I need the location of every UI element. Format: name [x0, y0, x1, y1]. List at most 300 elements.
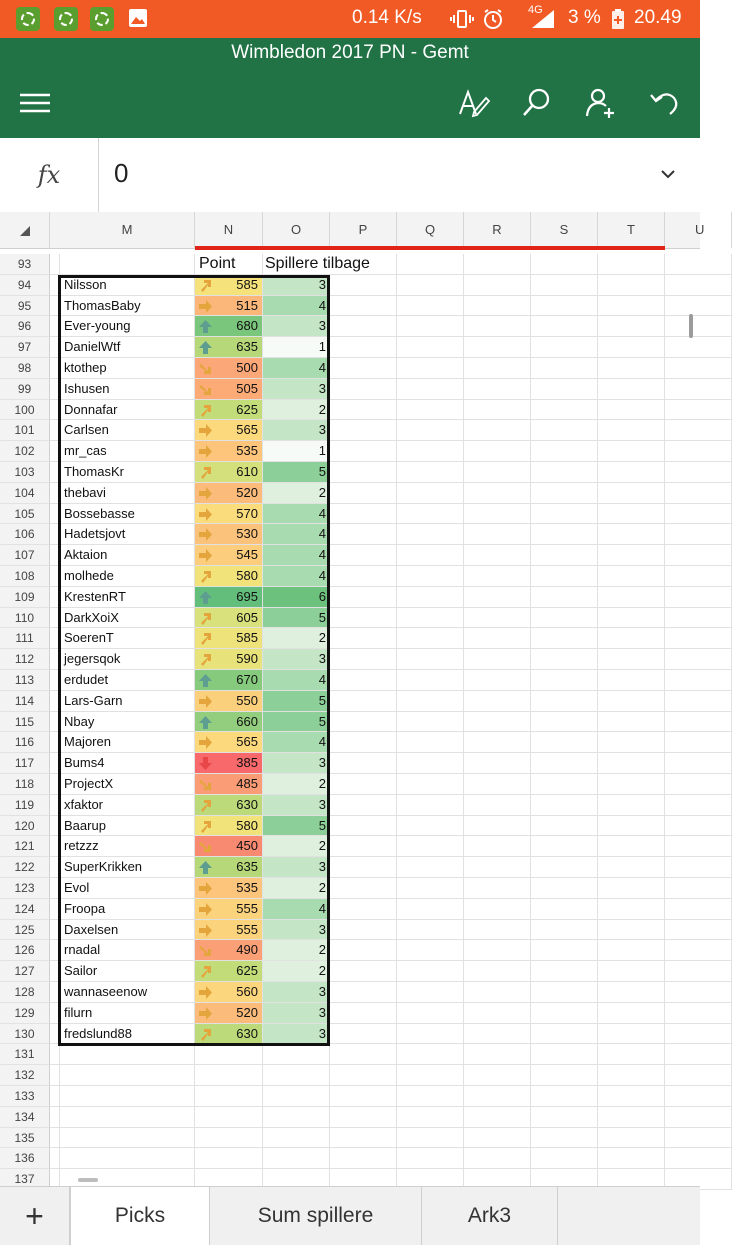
table-cell[interactable]: [263, 1086, 330, 1107]
point-cell[interactable]: [195, 816, 263, 837]
table-cell[interactable]: [50, 774, 60, 795]
table-cell[interactable]: [531, 1065, 598, 1086]
players-left-cell[interactable]: 3: [263, 753, 330, 774]
table-cell[interactable]: [665, 400, 732, 421]
table-cell[interactable]: [397, 1024, 464, 1045]
table-cell[interactable]: [50, 1065, 60, 1086]
players-left-cell[interactable]: 4: [263, 504, 330, 525]
player-name-cell[interactable]: DanielWtf: [60, 337, 195, 358]
row-header[interactable]: 136: [0, 1148, 50, 1169]
table-cell[interactable]: [397, 774, 464, 795]
point-cell[interactable]: [195, 1003, 263, 1024]
column-header-p[interactable]: P: [330, 212, 397, 248]
row-header[interactable]: 97: [0, 337, 50, 358]
table-cell[interactable]: [263, 1044, 330, 1065]
table-cell[interactable]: [464, 774, 531, 795]
table-cell[interactable]: [665, 379, 732, 400]
table-cell[interactable]: [665, 545, 732, 566]
table-cell[interactable]: [531, 982, 598, 1003]
table-cell[interactable]: [50, 483, 60, 504]
draw-icon[interactable]: [456, 86, 490, 120]
column-header-m[interactable]: M: [60, 212, 195, 248]
table-cell[interactable]: [665, 1003, 732, 1024]
point-cell[interactable]: [195, 899, 263, 920]
row-header[interactable]: 130: [0, 1024, 50, 1045]
player-name-cell[interactable]: thebavi: [60, 483, 195, 504]
table-cell[interactable]: [665, 816, 732, 837]
table-cell[interactable]: [464, 358, 531, 379]
table-cell[interactable]: [531, 524, 598, 545]
table-cell[interactable]: [598, 836, 665, 857]
table-cell[interactable]: [464, 732, 531, 753]
players-left-cell[interactable]: 4: [263, 545, 330, 566]
table-cell[interactable]: [598, 316, 665, 337]
table-cell[interactable]: [665, 462, 732, 483]
table-cell[interactable]: [50, 462, 60, 483]
player-name-cell[interactable]: mr_cas: [60, 441, 195, 462]
table-cell[interactable]: [397, 712, 464, 733]
table-cell[interactable]: [598, 857, 665, 878]
table-cell[interactable]: [464, 920, 531, 941]
table-cell[interactable]: [397, 878, 464, 899]
table-cell[interactable]: [330, 649, 397, 670]
table-cell[interactable]: [665, 420, 732, 441]
table-cell[interactable]: [397, 316, 464, 337]
share-icon[interactable]: [584, 86, 618, 120]
table-cell[interactable]: [397, 441, 464, 462]
row-header[interactable]: 126: [0, 940, 50, 961]
table-cell[interactable]: [50, 524, 60, 545]
table-cell[interactable]: [598, 899, 665, 920]
players-left-cell[interactable]: 3: [263, 795, 330, 816]
table-cell[interactable]: [598, 691, 665, 712]
row-header[interactable]: 99: [0, 379, 50, 400]
row-header[interactable]: 135: [0, 1128, 50, 1149]
players-left-cell[interactable]: 3: [263, 857, 330, 878]
table-cell[interactable]: [464, 899, 531, 920]
point-cell[interactable]: [195, 1024, 263, 1045]
table-cell[interactable]: [665, 878, 732, 899]
tab-picks[interactable]: Picks: [70, 1187, 210, 1245]
table-cell[interactable]: [464, 836, 531, 857]
table-cell[interactable]: [195, 1044, 263, 1065]
point-cell[interactable]: [195, 545, 263, 566]
table-cell[interactable]: [598, 483, 665, 504]
players-left-cell[interactable]: 1: [263, 441, 330, 462]
table-cell[interactable]: [330, 795, 397, 816]
player-name-cell[interactable]: ThomasKr: [60, 462, 195, 483]
table-cell[interactable]: [330, 441, 397, 462]
table-cell[interactable]: [464, 1044, 531, 1065]
table-cell[interactable]: [397, 587, 464, 608]
row-header[interactable]: 98: [0, 358, 50, 379]
players-left-cell[interactable]: 6: [263, 587, 330, 608]
table-cell[interactable]: [598, 275, 665, 296]
table-cell[interactable]: [665, 1086, 732, 1107]
table-cell[interactable]: [397, 1128, 464, 1149]
row-header[interactable]: 124: [0, 899, 50, 920]
formula-input[interactable]: 0: [114, 158, 129, 188]
table-cell[interactable]: [464, 1065, 531, 1086]
point-cell[interactable]: [195, 982, 263, 1003]
point-cell[interactable]: [195, 504, 263, 525]
player-name-cell[interactable]: Bossebasse: [60, 504, 195, 525]
table-cell[interactable]: [397, 566, 464, 587]
point-cell[interactable]: [195, 753, 263, 774]
player-name-cell[interactable]: fredslund88: [60, 1024, 195, 1045]
table-cell[interactable]: [531, 358, 598, 379]
table-cell[interactable]: [598, 1107, 665, 1128]
table-cell[interactable]: [665, 316, 732, 337]
table-cell[interactable]: [50, 795, 60, 816]
table-cell[interactable]: [50, 441, 60, 462]
player-name-cell[interactable]: xfaktor: [60, 795, 195, 816]
players-left-cell[interactable]: 2: [263, 836, 330, 857]
column-header-r[interactable]: R: [464, 212, 531, 248]
table-cell[interactable]: [665, 587, 732, 608]
table-cell[interactable]: [464, 420, 531, 441]
row-header[interactable]: 119: [0, 795, 50, 816]
table-cell[interactable]: [330, 1065, 397, 1086]
table-cell[interactable]: [464, 982, 531, 1003]
table-cell[interactable]: [330, 608, 397, 629]
table-cell[interactable]: [330, 691, 397, 712]
table-cell[interactable]: [464, 441, 531, 462]
table-cell[interactable]: [665, 670, 732, 691]
sheet-grid[interactable]: [0, 250, 700, 1186]
player-name-cell[interactable]: Evol: [60, 878, 195, 899]
point-cell[interactable]: [195, 712, 263, 733]
table-cell[interactable]: [665, 1107, 732, 1128]
table-cell[interactable]: [598, 1065, 665, 1086]
point-cell[interactable]: [195, 920, 263, 941]
table-cell[interactable]: [50, 691, 60, 712]
point-cell[interactable]: [195, 337, 263, 358]
table-cell[interactable]: [531, 296, 598, 317]
table-cell[interactable]: [60, 1065, 195, 1086]
table-cell[interactable]: [598, 753, 665, 774]
table-cell[interactable]: [397, 1003, 464, 1024]
table-cell[interactable]: [397, 940, 464, 961]
table-cell[interactable]: [263, 1148, 330, 1169]
table-cell[interactable]: [397, 691, 464, 712]
table-cell[interactable]: [665, 275, 732, 296]
table-cell[interactable]: [531, 441, 598, 462]
row-header[interactable]: 102: [0, 441, 50, 462]
players-left-cell[interactable]: 5: [263, 712, 330, 733]
row-header[interactable]: 133: [0, 1086, 50, 1107]
row-header[interactable]: 121: [0, 836, 50, 857]
table-cell[interactable]: [665, 254, 732, 275]
table-cell[interactable]: [598, 545, 665, 566]
table-cell[interactable]: [665, 712, 732, 733]
select-all-icon[interactable]: [20, 226, 30, 236]
table-cell[interactable]: [598, 566, 665, 587]
row-header[interactable]: 120: [0, 816, 50, 837]
column-header-q[interactable]: Q: [397, 212, 464, 248]
players-left-cell[interactable]: 3: [263, 420, 330, 441]
table-cell[interactable]: [531, 795, 598, 816]
table-cell[interactable]: [665, 774, 732, 795]
table-cell[interactable]: [330, 566, 397, 587]
table-cell[interactable]: [330, 1044, 397, 1065]
player-name-cell[interactable]: ProjectX: [60, 774, 195, 795]
table-cell[interactable]: [330, 732, 397, 753]
table-cell[interactable]: [598, 1024, 665, 1045]
table-cell[interactable]: [397, 504, 464, 525]
player-name-cell[interactable]: rnadal: [60, 940, 195, 961]
table-cell[interactable]: [531, 836, 598, 857]
table-cell[interactable]: [50, 545, 60, 566]
table-cell[interactable]: [665, 441, 732, 462]
table-cell[interactable]: [598, 712, 665, 733]
player-name-cell[interactable]: Ever-young: [60, 316, 195, 337]
table-cell[interactable]: [531, 275, 598, 296]
player-name-cell[interactable]: jegersqok: [60, 649, 195, 670]
tab-sum-spillere[interactable]: Sum spillere: [210, 1187, 422, 1245]
table-cell[interactable]: [531, 1024, 598, 1045]
table-cell[interactable]: [531, 545, 598, 566]
players-left-cell[interactable]: 4: [263, 670, 330, 691]
table-cell[interactable]: [195, 1148, 263, 1169]
table-cell[interactable]: [665, 1024, 732, 1045]
table-cell[interactable]: [397, 358, 464, 379]
table-cell[interactable]: [397, 628, 464, 649]
table-cell[interactable]: [330, 1107, 397, 1128]
player-name-cell[interactable]: Carlsen: [60, 420, 195, 441]
table-cell[interactable]: [397, 1086, 464, 1107]
table-cell[interactable]: [50, 1148, 60, 1169]
table-cell[interactable]: [397, 608, 464, 629]
table-cell[interactable]: [330, 857, 397, 878]
table-cell[interactable]: [464, 254, 531, 275]
row-header[interactable]: 116: [0, 732, 50, 753]
table-cell[interactable]: [531, 1086, 598, 1107]
player-name-cell[interactable]: Nbay: [60, 712, 195, 733]
table-cell[interactable]: [50, 899, 60, 920]
players-left-cell[interactable]: 3: [263, 649, 330, 670]
table-cell[interactable]: [330, 358, 397, 379]
table-cell[interactable]: [397, 483, 464, 504]
table-cell[interactable]: [598, 296, 665, 317]
row-header[interactable]: 109: [0, 587, 50, 608]
table-cell[interactable]: [397, 420, 464, 441]
point-cell[interactable]: [195, 275, 263, 296]
table-cell[interactable]: [60, 1086, 195, 1107]
table-cell[interactable]: [464, 1128, 531, 1149]
table-cell[interactable]: [665, 524, 732, 545]
table-cell[interactable]: [464, 670, 531, 691]
player-name-cell[interactable]: Hadetsjovt: [60, 524, 195, 545]
table-cell[interactable]: [598, 816, 665, 837]
table-cell[interactable]: [330, 275, 397, 296]
table-cell[interactable]: [330, 982, 397, 1003]
table-cell[interactable]: [531, 337, 598, 358]
player-name-cell[interactable]: filurn: [60, 1003, 195, 1024]
table-cell[interactable]: [665, 504, 732, 525]
players-left-cell[interactable]: 4: [263, 566, 330, 587]
table-cell[interactable]: [665, 732, 732, 753]
table-cell[interactable]: [531, 753, 598, 774]
table-cell[interactable]: [397, 857, 464, 878]
table-cell[interactable]: [665, 358, 732, 379]
table-cell[interactable]: [464, 940, 531, 961]
point-cell[interactable]: [195, 296, 263, 317]
table-cell[interactable]: [531, 816, 598, 837]
column-header-s[interactable]: S: [531, 212, 598, 248]
table-cell[interactable]: [464, 857, 531, 878]
table-cell[interactable]: [598, 670, 665, 691]
row-header[interactable]: 123: [0, 878, 50, 899]
players-left-cell[interactable]: 3: [263, 982, 330, 1003]
table-cell[interactable]: [464, 1024, 531, 1045]
table-cell[interactable]: [531, 899, 598, 920]
row-header[interactable]: 96: [0, 316, 50, 337]
table-cell[interactable]: [50, 316, 60, 337]
table-cell[interactable]: [464, 608, 531, 629]
row-header[interactable]: 112: [0, 649, 50, 670]
player-name-cell[interactable]: DarkXoiX: [60, 608, 195, 629]
table-cell[interactable]: [50, 566, 60, 587]
table-cell[interactable]: [598, 1128, 665, 1149]
table-cell[interactable]: [397, 1044, 464, 1065]
table-cell[interactable]: [397, 1065, 464, 1086]
table-cell[interactable]: [330, 899, 397, 920]
table-cell[interactable]: [464, 628, 531, 649]
table-cell[interactable]: [598, 524, 665, 545]
point-cell[interactable]: [195, 358, 263, 379]
table-cell[interactable]: [330, 420, 397, 441]
table-cell[interactable]: [330, 774, 397, 795]
player-name-cell[interactable]: Daxelsen: [60, 920, 195, 941]
menu-icon[interactable]: [18, 86, 52, 120]
players-left-cell[interactable]: 4: [263, 358, 330, 379]
player-name-cell[interactable]: SuperKrikken: [60, 857, 195, 878]
row-header[interactable]: 131: [0, 1044, 50, 1065]
point-cell[interactable]: [195, 316, 263, 337]
table-cell[interactable]: [665, 961, 732, 982]
column-header-u[interactable]: U: [665, 212, 732, 248]
table-cell[interactable]: [598, 587, 665, 608]
table-cell[interactable]: [665, 899, 732, 920]
row-header[interactable]: 132: [0, 1065, 50, 1086]
table-cell[interactable]: [50, 961, 60, 982]
table-cell[interactable]: [665, 337, 732, 358]
players-left-cell[interactable]: 3: [263, 920, 330, 941]
table-cell[interactable]: [50, 732, 60, 753]
point-cell[interactable]: [195, 691, 263, 712]
player-name-cell[interactable]: Baarup: [60, 816, 195, 837]
table-cell[interactable]: [464, 524, 531, 545]
table-cell[interactable]: [531, 961, 598, 982]
table-cell[interactable]: [330, 961, 397, 982]
table-cell[interactable]: [598, 358, 665, 379]
table-cell[interactable]: [598, 940, 665, 961]
table-cell[interactable]: [330, 254, 397, 275]
table-cell[interactable]: [665, 566, 732, 587]
point-cell[interactable]: [195, 566, 263, 587]
table-cell[interactable]: [598, 337, 665, 358]
table-cell[interactable]: [464, 816, 531, 837]
table-cell[interactable]: [397, 670, 464, 691]
player-name-cell[interactable]: wannaseenow: [60, 982, 195, 1003]
point-cell[interactable]: [195, 587, 263, 608]
table-cell[interactable]: [50, 420, 60, 441]
table-cell[interactable]: [665, 940, 732, 961]
table-cell[interactable]: [598, 1003, 665, 1024]
table-cell[interactable]: [50, 296, 60, 317]
table-cell[interactable]: [330, 462, 397, 483]
players-left-cell[interactable]: 4: [263, 732, 330, 753]
table-cell[interactable]: [397, 753, 464, 774]
point-cell[interactable]: [195, 795, 263, 816]
vertical-scrollbar[interactable]: [689, 314, 693, 338]
table-cell[interactable]: [50, 1128, 60, 1149]
row-header[interactable]: 107: [0, 545, 50, 566]
players-left-cell[interactable]: 4: [263, 296, 330, 317]
row-header[interactable]: 101: [0, 420, 50, 441]
point-cell[interactable]: [195, 878, 263, 899]
players-left-cell[interactable]: 3: [263, 275, 330, 296]
table-cell[interactable]: [50, 836, 60, 857]
table-cell[interactable]: [531, 1044, 598, 1065]
table-cell[interactable]: [665, 857, 732, 878]
table-cell[interactable]: [397, 836, 464, 857]
table-cell[interactable]: [598, 462, 665, 483]
row-header[interactable]: 114: [0, 691, 50, 712]
point-cell[interactable]: [195, 628, 263, 649]
table-cell[interactable]: [330, 587, 397, 608]
table-cell[interactable]: [598, 254, 665, 275]
table-cell[interactable]: [598, 1044, 665, 1065]
table-cell[interactable]: [330, 628, 397, 649]
table-cell[interactable]: [330, 379, 397, 400]
table-cell[interactable]: [50, 712, 60, 733]
table-cell[interactable]: [665, 483, 732, 504]
point-cell[interactable]: [195, 774, 263, 795]
table-cell[interactable]: [598, 732, 665, 753]
table-cell[interactable]: [195, 1065, 263, 1086]
table-cell[interactable]: [464, 587, 531, 608]
table-cell[interactable]: [531, 712, 598, 733]
column-header-o[interactable]: O: [263, 212, 330, 248]
player-name-cell[interactable]: Lars-Garn: [60, 691, 195, 712]
point-cell[interactable]: [195, 420, 263, 441]
table-cell[interactable]: [464, 379, 531, 400]
players-left-cell[interactable]: 2: [263, 940, 330, 961]
point-cell[interactable]: [195, 524, 263, 545]
table-cell[interactable]: [263, 1065, 330, 1086]
table-cell[interactable]: [50, 504, 60, 525]
point-cell[interactable]: [195, 649, 263, 670]
table-cell[interactable]: [531, 1128, 598, 1149]
player-name-cell[interactable]: KrestenRT: [60, 587, 195, 608]
table-cell[interactable]: [464, 1107, 531, 1128]
table-cell[interactable]: [330, 1086, 397, 1107]
point-cell[interactable]: [195, 400, 263, 421]
table-cell[interactable]: [531, 462, 598, 483]
point-cell[interactable]: [195, 483, 263, 504]
table-cell[interactable]: [50, 878, 60, 899]
players-left-cell[interactable]: 4: [263, 524, 330, 545]
table-cell[interactable]: [330, 712, 397, 733]
search-icon[interactable]: [520, 86, 554, 120]
table-cell[interactable]: [397, 296, 464, 317]
player-name-cell[interactable]: retzzz: [60, 836, 195, 857]
table-cell[interactable]: [598, 504, 665, 525]
table-cell[interactable]: [531, 670, 598, 691]
table-cell[interactable]: [531, 254, 598, 275]
